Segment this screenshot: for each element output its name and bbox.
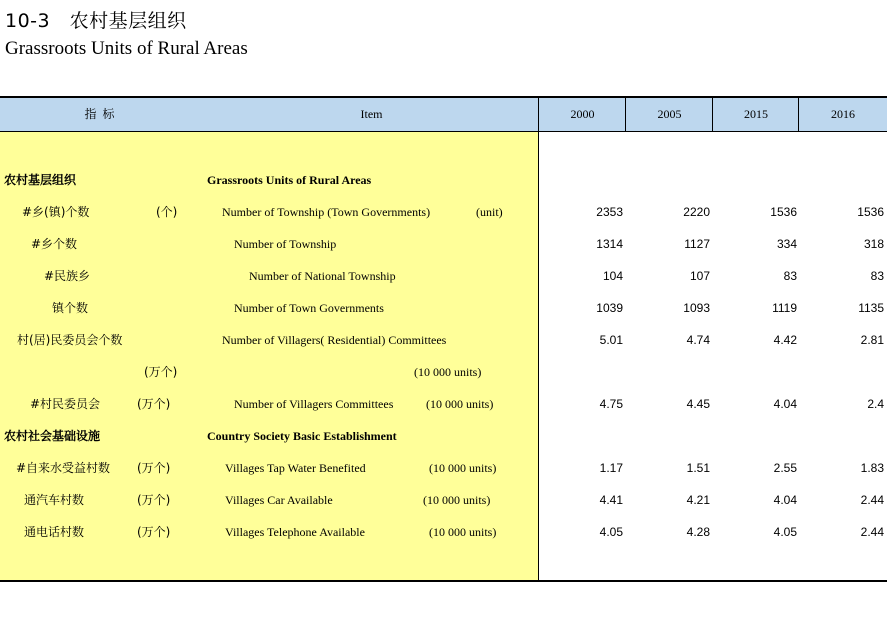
cell-value-2015: 4.04 [773, 397, 797, 411]
header-divider [625, 98, 626, 131]
row-unit-chinese: (万个) [137, 397, 171, 411]
cell-value-2000: 1314 [596, 237, 623, 251]
row-label-english: Grassroots Units of Rural Areas [207, 173, 372, 187]
row-label-chinese: #民族乡 [44, 269, 91, 283]
table-row [0, 266, 887, 286]
cell-value-2005: 1093 [683, 301, 710, 315]
row-label-chinese: #村民委员会 [30, 397, 101, 411]
cell-value-2015: 2.55 [773, 461, 797, 475]
cell-value-2000: 4.41 [599, 493, 623, 507]
cell-value-2015: 1119 [772, 301, 797, 315]
row-label-chinese: 镇个数 [52, 301, 89, 315]
header-year-2015: 2015 [744, 107, 768, 121]
row-label-chinese: #乡(镇)个数 [22, 205, 90, 219]
table-row [0, 362, 887, 382]
row-unit-chinese: (万个) [137, 493, 171, 507]
cell-value-2016: 2.4 [867, 397, 884, 411]
cell-value-2016: 2.44 [860, 525, 884, 539]
table-row [0, 234, 887, 254]
row-label-english: Number of Township [234, 237, 337, 251]
table-header [0, 98, 887, 132]
header-indicator: 指标 [84, 107, 121, 121]
cell-value-2005: 4.28 [686, 525, 710, 539]
table-row [0, 522, 887, 542]
cell-value-2005: 4.74 [686, 333, 710, 347]
row-label-chinese: 通汽车村数 [24, 493, 85, 507]
cell-value-2016: 1.83 [860, 461, 884, 475]
row-label-english: Number of Township (Town Governments) [222, 205, 431, 219]
cell-value-2016: 83 [870, 269, 884, 283]
page-title-chinese: 10-3 农村基层组织 [5, 10, 187, 32]
table-row [0, 394, 887, 414]
row-label-chinese: 村(居)民委员会个数 [17, 333, 123, 347]
row-unit-english: (10 000 units) [426, 397, 494, 411]
header-year-2005: 2005 [657, 107, 682, 121]
cell-value-2000: 1039 [596, 301, 623, 315]
cell-value-2015: 334 [776, 237, 797, 251]
row-label-chinese: #乡个数 [31, 237, 78, 251]
row-unit-chinese: (万个) [137, 461, 171, 475]
row-unit-english: (10 000 units) [414, 365, 482, 379]
table-row [0, 490, 887, 510]
page-title-english: Grassroots Units of Rural Areas [5, 38, 248, 59]
row-unit-english: (10 000 units) [429, 461, 497, 475]
cell-value-2005: 1127 [684, 237, 710, 251]
data-table [0, 96, 887, 582]
cell-value-2000: 104 [602, 269, 623, 283]
row-label-chinese: 通电话村数 [24, 525, 85, 539]
cell-value-2016: 2.81 [860, 333, 884, 347]
row-unit-chinese: (万个) [137, 525, 171, 539]
row-label-english: Villages Car Available [225, 493, 333, 507]
row-unit-english: (10 000 units) [423, 493, 491, 507]
header-item: Item [360, 107, 383, 121]
cell-value-2000: 4.05 [599, 525, 623, 539]
cell-value-2005: 4.21 [686, 493, 710, 507]
header-year-2000: 2000 [570, 107, 595, 121]
cell-value-2000: 5.01 [599, 333, 623, 347]
label-column-background [0, 132, 539, 580]
cell-value-2005: 4.45 [686, 397, 710, 411]
cell-value-2000: 4.75 [599, 397, 623, 411]
row-label-english: Number of National Township [249, 269, 396, 283]
cell-value-2005: 2220 [683, 205, 710, 219]
cell-value-2016: 1536 [857, 205, 884, 219]
table-row [0, 330, 887, 350]
cell-value-2016: 318 [863, 237, 884, 251]
table-row [0, 298, 887, 318]
header-divider [538, 98, 539, 131]
row-unit-chinese: (万个) [144, 365, 178, 379]
table-row [0, 202, 887, 222]
cell-value-2016: 1135 [858, 301, 884, 315]
header-year-2016: 2016 [831, 107, 855, 121]
row-label-chinese: 农村基层组织 [4, 173, 77, 187]
table-row [0, 458, 887, 478]
row-label-chinese: 农村社会基础设施 [4, 429, 101, 443]
cell-value-2015: 4.42 [773, 333, 797, 347]
cell-value-2015: 1536 [770, 205, 797, 219]
header-divider [712, 98, 713, 131]
header-divider [798, 98, 799, 131]
cell-value-2015: 4.04 [773, 493, 797, 507]
row-label-english: Number of Villagers Committees [234, 397, 394, 411]
row-unit-english: (10 000 units) [429, 525, 497, 539]
cell-value-2000: 1.17 [599, 461, 623, 475]
row-unit-english: (unit) [476, 205, 503, 219]
row-label-english: Villages Telephone Available [225, 525, 365, 539]
row-label-english: Number of Villagers( Residential) Committees [222, 333, 447, 347]
table-row [0, 170, 887, 190]
cell-value-2015: 83 [783, 269, 797, 283]
row-label-english: Country Society Basic Establishment [207, 429, 397, 443]
row-label-english: Villages Tap Water Benefited [225, 461, 366, 475]
row-unit-chinese: (个) [156, 205, 178, 219]
row-label-chinese: #自来水受益村数 [16, 461, 111, 475]
table-row [0, 426, 887, 446]
cell-value-2016: 2.44 [860, 493, 884, 507]
cell-value-2015: 4.05 [773, 525, 797, 539]
cell-value-2005: 107 [689, 269, 710, 283]
cell-value-2005: 1.51 [686, 461, 710, 475]
row-label-english: Number of Town Governments [234, 301, 384, 315]
cell-value-2000: 2353 [596, 205, 623, 219]
